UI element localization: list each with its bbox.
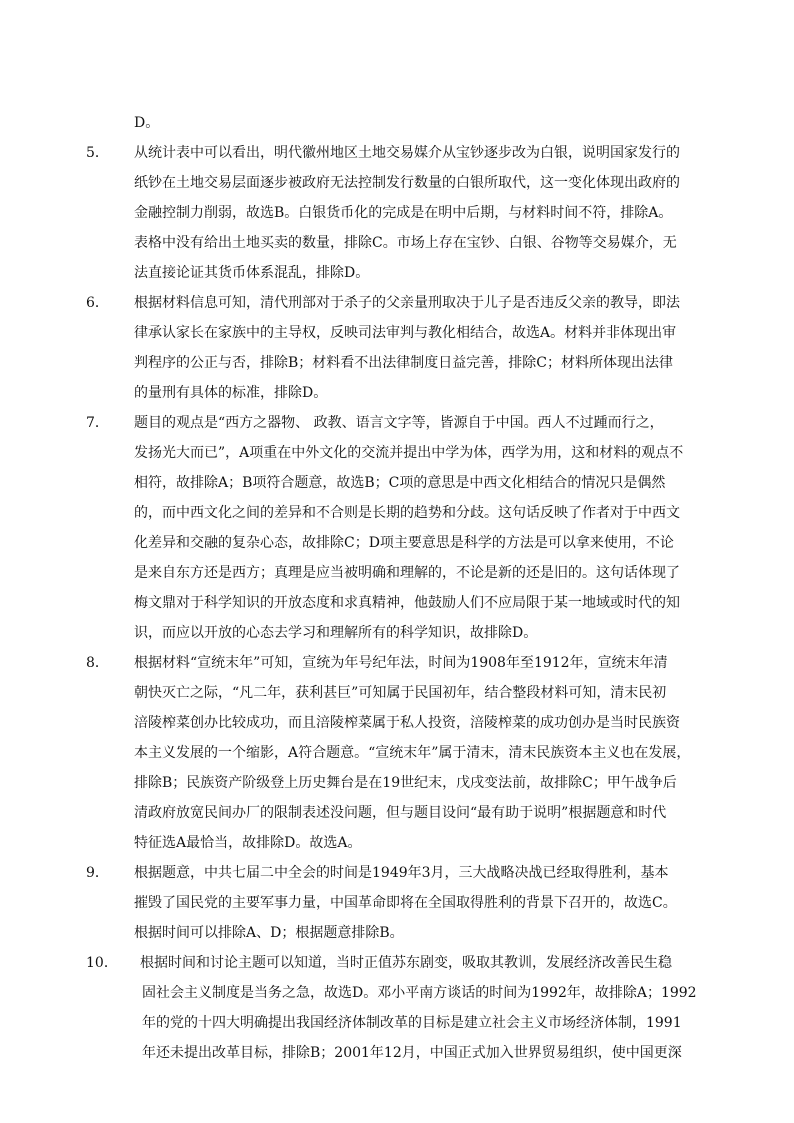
text-line: 排除B；民族资产阶级登上历史舞台是在19世纪末，戊戌变法前，故排除C；甲午战争后 — [134, 775, 677, 791]
text-line: 化差异和交融的复杂心态，故排除C；D项主要意思是科学的方法是可以拿来使用，不论 — [134, 535, 674, 551]
text-line: 从统计表中可以看出，明代徽州地区土地交易媒介从宝钞逐步改为白银，说明国家发行的 — [134, 145, 680, 161]
item-number: 9． — [86, 865, 109, 881]
answer-item-6 — [86, 288, 684, 408]
text-line: 年还未提出改革目标，排除B；2001年12月，中国正式加入世界贸易组织，使中国更深 — [142, 1045, 682, 1061]
text-line: 法直接论证其货币体系混乱，排除D。 — [134, 265, 370, 281]
text-line: 根据时间可以排除A、D；根据题意排除B。 — [134, 925, 404, 941]
text-line: 固社会主义制度是当务之急，故选D。邓小平南方谈话的时间为1992年，故排除A；1992 — [142, 985, 697, 1001]
text-line: 判程序的公正与否，排除B；材料看不出法律制度日益完善，排除C；材料所体现出法律 — [134, 355, 673, 371]
text-line: 的，而中西文化之间的差异和不合则是长期的趋势和分歧。这句话反映了作者对于中西文 — [134, 505, 680, 521]
text-line: 根据材料“宣统末年”可知，宣统为年号纪年法，时间为1908年至1912年，宣统末年清 — [134, 655, 668, 671]
text-line: D。 — [134, 115, 160, 131]
item-number: 5． — [86, 145, 109, 161]
text-line: 律承认家长在家族中的主导权，反映司法审判与教化相结合，故选A。材料并非体现出审 — [134, 325, 677, 341]
item-number: 7． — [86, 415, 109, 431]
text-line: 的量刑有具体的标准，排除D。 — [134, 385, 328, 401]
text-line: 金融控制力削弱，故选B。白银货币化的完成是在明中后期，与材料时间不符，排除A。 — [134, 205, 673, 221]
text-line: 摧毁了国民党的主要军事力量，中国革命即将在全国取得胜利的背景下召开的，故选C。 — [134, 895, 677, 911]
document-body — [86, 108, 697, 1068]
answer-item-7 — [86, 408, 684, 648]
text-line: 表格中没有给出土地买卖的数量，排除C。市场上存在宝钞、白银、谷物等交易媒介，无 — [134, 235, 677, 251]
text-line: 特征选A最恰当，故排除D。故选A。 — [134, 835, 362, 851]
text-line: 涪陵榨菜创办比较成功，而且涪陵榨菜属于私人投资，涪陵榨菜的成功创办是当时民族资 — [134, 715, 680, 731]
item-number: 8． — [86, 655, 109, 671]
answer-item-10 — [86, 948, 697, 1068]
text-line: 本主义发展的一个缩影，A符合题意。“宣统末年”属于清末，清末民族资本主义也在发展， — [134, 745, 691, 761]
answer-item-8 — [86, 648, 691, 858]
text-line: 是来自东方还是西方；真理是应当被明确和理解的，不论是新的还是旧的。这句话体现了 — [134, 565, 680, 581]
text-line: 相符，故排除A；B项符合题意，故选B；C项的意思是中西文化相结合的情况只是偶然 — [134, 475, 666, 491]
answer-item-4-tail — [110, 108, 684, 138]
text-line: 梅文鼎对于科学知识的开放态度和求真精神，他鼓励人们不应局限于某一地域或时代的知 — [134, 595, 680, 611]
answer-item-9 — [86, 858, 684, 948]
text-line: 识，而应以开放的心态去学习和理解所有的科学知识，故排除D。 — [134, 625, 538, 641]
item-number: 6． — [86, 295, 109, 311]
answer-item-5 — [86, 138, 684, 288]
text-line: 年的党的十四大明确提出我国经济体制改革的目标是建立社会主义市场经济体制，1991 — [142, 1015, 682, 1031]
text-line: 根据材料信息可知，清代刑部对于杀子的父亲量刑取决于儿子是否违反父亲的教导，即法 — [134, 295, 680, 311]
text-line: 题目的观点是“西方之器物、 政教、语言文字等，皆源自于中国。西人不过踵而行之， — [134, 415, 664, 431]
item-number: 10． — [86, 955, 118, 971]
text-line: 发扬光大而已”，A项重在中外文化的交流并提出中学为体，西学为用，这和材料的观点不 — [134, 445, 684, 461]
text-line: 根据时间和讨论主题可以知道，当时正值苏东剧变，吸取其教训，发展经济改善民生稳 — [140, 955, 672, 971]
text-line: 朝快灭亡之际，“凡二年，获利甚巨”可知属于民国初年，结合整段材料可知，清末民初 — [134, 685, 667, 701]
text-line: 根据题意，中共七届二中全会的时间是1949年3月，三大战略决战已经取得胜利，基本 — [134, 865, 669, 881]
text-line: 清政府放宽民间办厂的限制表述没问题，但与题目设问“最有助于说明”根据题意和时代 — [134, 805, 667, 821]
text-line: 纸钞在土地交易层面逐步被政府无法控制发行数量的白银所取代，这一变化体现出政府的 — [134, 175, 680, 191]
